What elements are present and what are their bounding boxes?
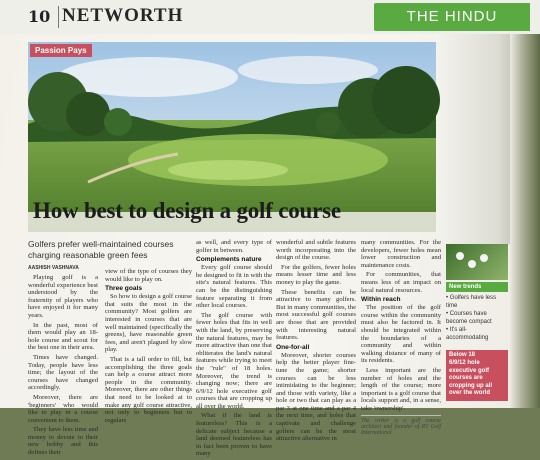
below-18-text: 6/9/12 hole executive golf courses are cropping up all over the world (446, 360, 508, 401)
paragraph: In the past, most of them would play an 18-hole course and scout for the best one in their area. (28, 321, 98, 352)
page-header (0, 0, 540, 34)
below-18-title: Below 18 (446, 350, 508, 360)
list-item: • Courses have become compact (446, 310, 508, 326)
paragraph: What if the land is featureless? This is a delicate subject because a land deemed featureless has in fact been proven to have many (196, 412, 272, 458)
paragraph: Less important are the number of holes and the length of the course; more important is a golf course that locals support and, in a sense, take 'ownership'. (361, 366, 441, 412)
headline: How best to design a golf course (33, 198, 341, 223)
paragraph: view of the type of courses they would like to play on. (105, 268, 192, 283)
byline: AASHISH VASHNAVA (28, 265, 79, 271)
column-4 (276, 239, 356, 445)
subhead: Within reach (361, 296, 401, 304)
paragraph: Every golf course should be designed to fit in with the site's natural features. This can be the distinguishing feature separating it from other local courses. (196, 264, 272, 310)
page-number: 10 (28, 6, 59, 28)
paragraph: wonderful and subtle features worth incorporating into the design of the course. (276, 239, 356, 262)
paragraph: The golf course with fewer holes that fits in well with the land, by preserving the natural features, may be more attractive than one that obliterates the land's natural features while trying to meet the "rule" of 18 holes. Moreover, the trend is changing now; there are 6/9/12 hole executive golf courses that are cropping up all over the world. (196, 311, 272, 410)
deck: Golfers prefer well-maintained courses charging reasonable green fees (28, 239, 174, 260)
column-5 (361, 239, 441, 436)
paragraph: Moreover, shorter courses help the better player fine-tune the game; shorter courses can be less intimidating to the beginner; and those with variety, like a hole or two that can play as a par 3 at one time and a par 4 the next time, and holes that captivate and challenge golfers can be the most attractive alternative in (276, 351, 356, 443)
paragraph: Times have changed. Today, people have less time; the layout of the courses have changed accordingly. (28, 353, 98, 392)
list-item: • It's all-accommodating (446, 326, 508, 342)
paragraph: Moreover, there are 'beginners' who would like to play in a course convenient to them. (28, 393, 98, 424)
author-note: The writer is a golf course architect and founder of RV Golf International (361, 415, 441, 436)
paragraph: as well, and every type of golfer in between. (196, 239, 272, 254)
paragraph: These benefits can be attractive to many golfers. But in many communities, the most successful golf courses are those that are provided with interesting natural features. (276, 288, 356, 342)
column-3 (196, 239, 272, 460)
golf-balls-photo (446, 244, 508, 280)
paragraph: For the golfers, fewer holes means lesser time and less money to play the game. (276, 263, 356, 286)
paragraph: They have less time and money to devote to their new hobby and this defines their (28, 426, 98, 457)
column-2 (105, 268, 192, 426)
sidebar (446, 244, 508, 401)
paragraph: So how to design a golf course that suits the most in the community? Most golfers are interested in courses that are well maintained (specifically the greens), have reasonable green fees, and aren't plagued by slow play. (105, 293, 192, 354)
paragraph: For communities, that means less of an impact on local natural resources. (361, 271, 441, 294)
new-trends-list (446, 294, 508, 342)
subhead: Complements nature (196, 256, 262, 264)
kicker-label: Passion Pays (30, 44, 92, 57)
paragraph: That is a tall order to fill, but accomplishing the three goals can help a course attract more people in the community. Moreover, there are other things that need to be looked at to make any golf course attractive, not only to beginners but to regulars (105, 355, 192, 424)
column-1 (28, 274, 98, 459)
paragraph: many communities. For the developers, fewer holes mean lower construction and maintenance costs. (361, 239, 441, 269)
subhead: One-for-all (276, 343, 310, 351)
section-title: NETWORTH (62, 5, 184, 26)
paragraph: The position of the golf course within the community must also be factored in. It should be integrated within the boundaries of a community and within walking distance of many of its residents. (361, 304, 441, 365)
brand-banner: THE HINDU (374, 3, 530, 31)
paragraph: Playing golf is a wonderful experience best understood by the fraternity of players who have enjoyed it for many years. (28, 274, 98, 319)
new-trends-title: New trends (446, 282, 508, 292)
golf-ball-icon (456, 252, 464, 260)
golf-ball-icon (480, 254, 488, 262)
subhead: Three goals (105, 285, 143, 293)
page-edge (510, 34, 540, 408)
list-item: • Golfers have less time (446, 294, 508, 310)
golf-ball-icon (468, 260, 476, 268)
